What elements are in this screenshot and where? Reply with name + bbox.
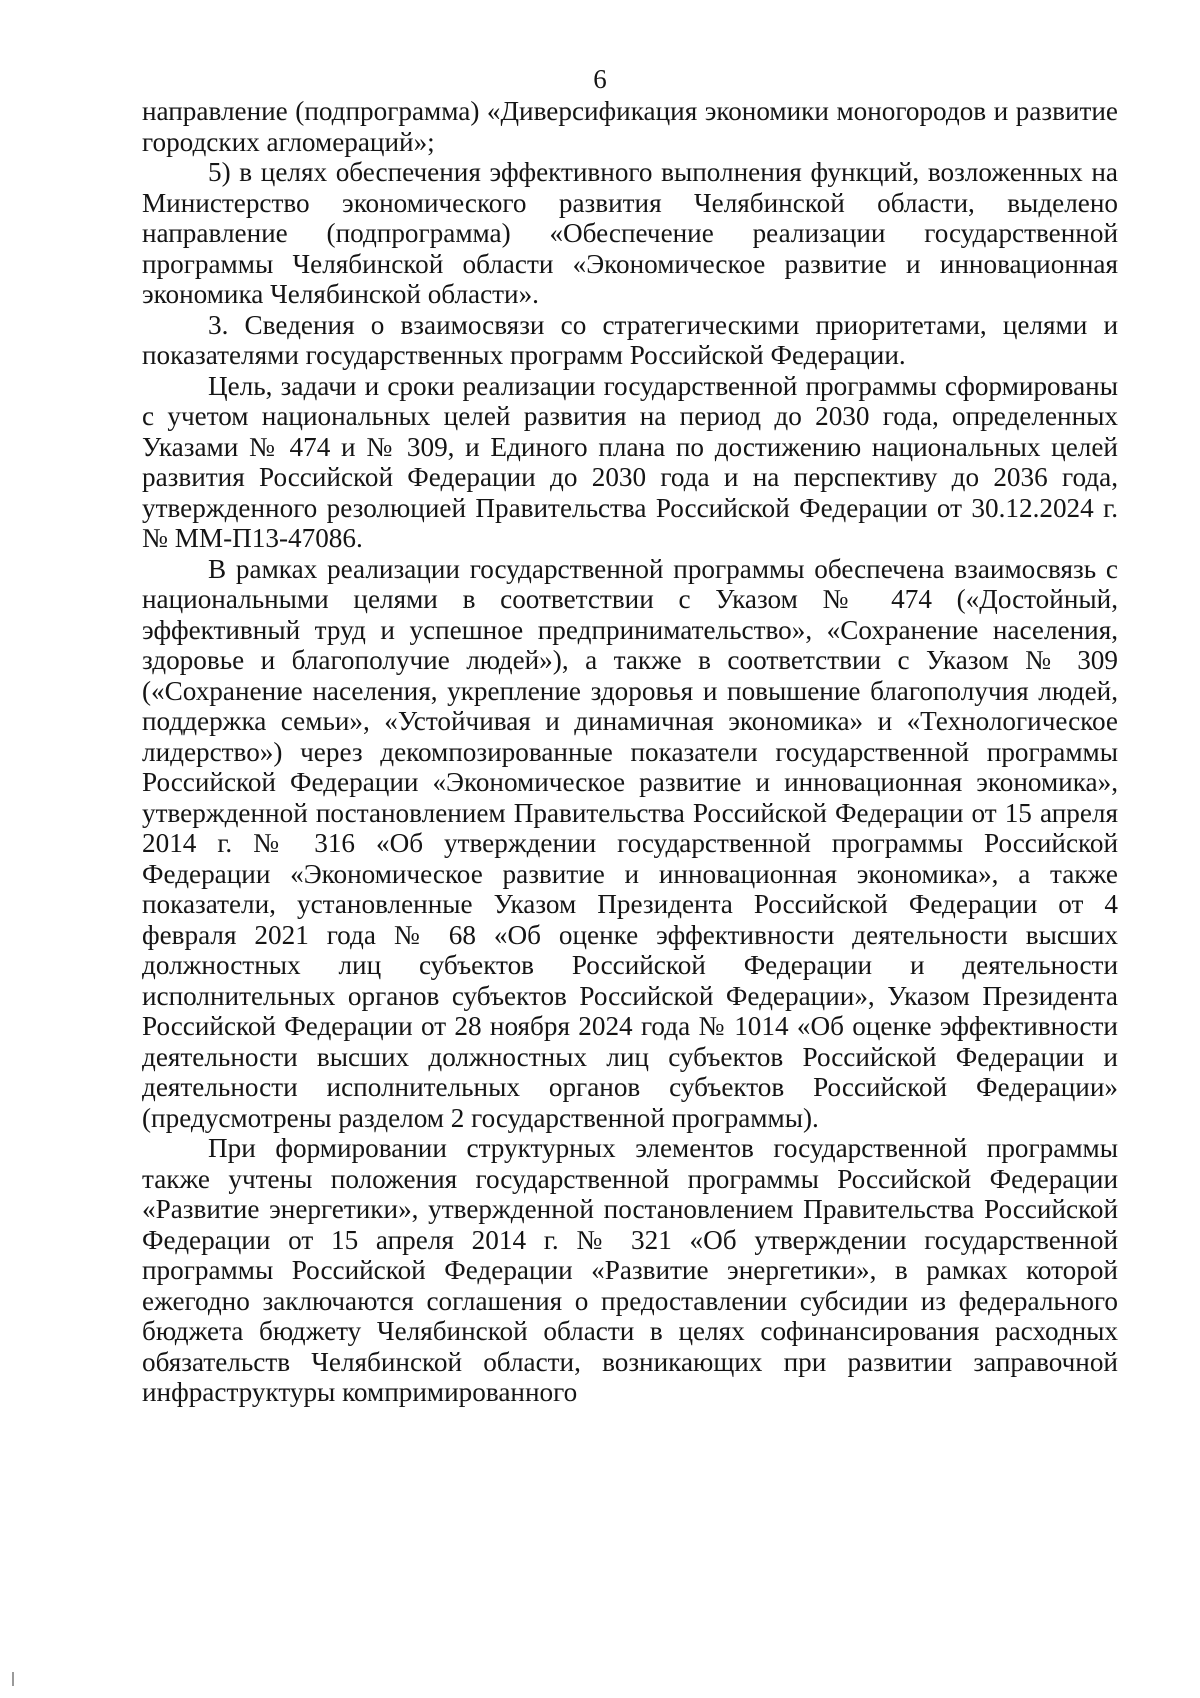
paragraph-energy-program: При формировании структурных элементов государственной программы также учтены положения государственной программы Российской Федерации «Развитие энергетики», утвержденной постановлением Правительства Российской Федерации от 15 апреля 2014 г. № 321 «Об утверждении государственной программы Российской Федерации «Развитие энергетики», в рамках которой ежегодно заключаются соглашения о предоставлении субсидии из федерального бюджета бюджету Челябинской области в целях софинансирования расходных обязательств Челябинской области, возникающих при развитии заправочной инфраструктуры компримированного (142, 1133, 1118, 1407)
page-number: 6 (593, 64, 607, 94)
document-body (142, 96, 1118, 1408)
paragraph-section-3-heading: 3. Сведения о взаимосвязи со стратегическими приоритетами, целями и показателями государственных программ Российской Федерации. (142, 309, 1118, 370)
paragraph-national-goals-link: В рамках реализации государственной программы обеспечена взаимосвязь с национальными целями в соответствии с Указом № 474 («Достойный, эффективный труд и успешное предпринимательство», «Сохранение населения, здоровье и благополучие людей»), а также в соответствии с Указом № 309 («Сохранение населения, укрепление здоровья и повышение благополучия людей, поддержка семьи», «Устойчивая и динамичная экономика» и «Технологическое лидерство») через декомпозированные показатели государственной программы Российской Федерации «Экономическое развитие и инновационная экономика», утвержденной постановлением Правительства Российской Федерации от 15 апреля 2014 г. № 316 «Об утверждении государственной программы Российской Федерации «Экономическое развитие и инновационная экономика», а также показатели, установленные Указом Президента Российской Федерации от 4 февраля 2021 года № 68 «Об оценке эффективности деятельности высших должностных лиц субъектов Российской Федерации и деятельности исполнительных органов субъектов Российской Федерации», Указом Президента Российской Федерации от 28 ноября 2024 года № 1014 «Об оценке эффективности деятельности высших должностных лиц субъектов Российской Федерации и деятельности исполнительных органов субъектов Российской Федерации» (предусмотрены разделом 2 государственной программы). (142, 553, 1118, 1133)
scan-edge-mark (12, 1672, 14, 1686)
paragraph-subprogram-continuation: направление (подпрограмма) «Диверсификация экономики моногородов и развитие городских агломераций»; (142, 96, 1118, 157)
paragraph-goals-and-terms: Цель, задачи и сроки реализации государственной программы сформированы с учетом национальных целей развития на период до 2030 года, определенных Указами № 474 и № 309, и Единого плана по достижению национальных целей развития Российской Федерации до 2030 года и на перспективу до 2036 года, утвержденного резолюцией Правительства Российской Федерации от 30.12.2024 г. № ММ-П13-47086. (142, 370, 1118, 553)
paragraph-item-5: 5) в целях обеспечения эффективного выполнения функций, возложенных на Министерство экономического развития Челябинской области, выделено направление (подпрограмма) «Обеспечение реализации государственной программы Челябинской области «Экономическое развитие и инновационная экономика Челябинской области». (142, 157, 1118, 309)
